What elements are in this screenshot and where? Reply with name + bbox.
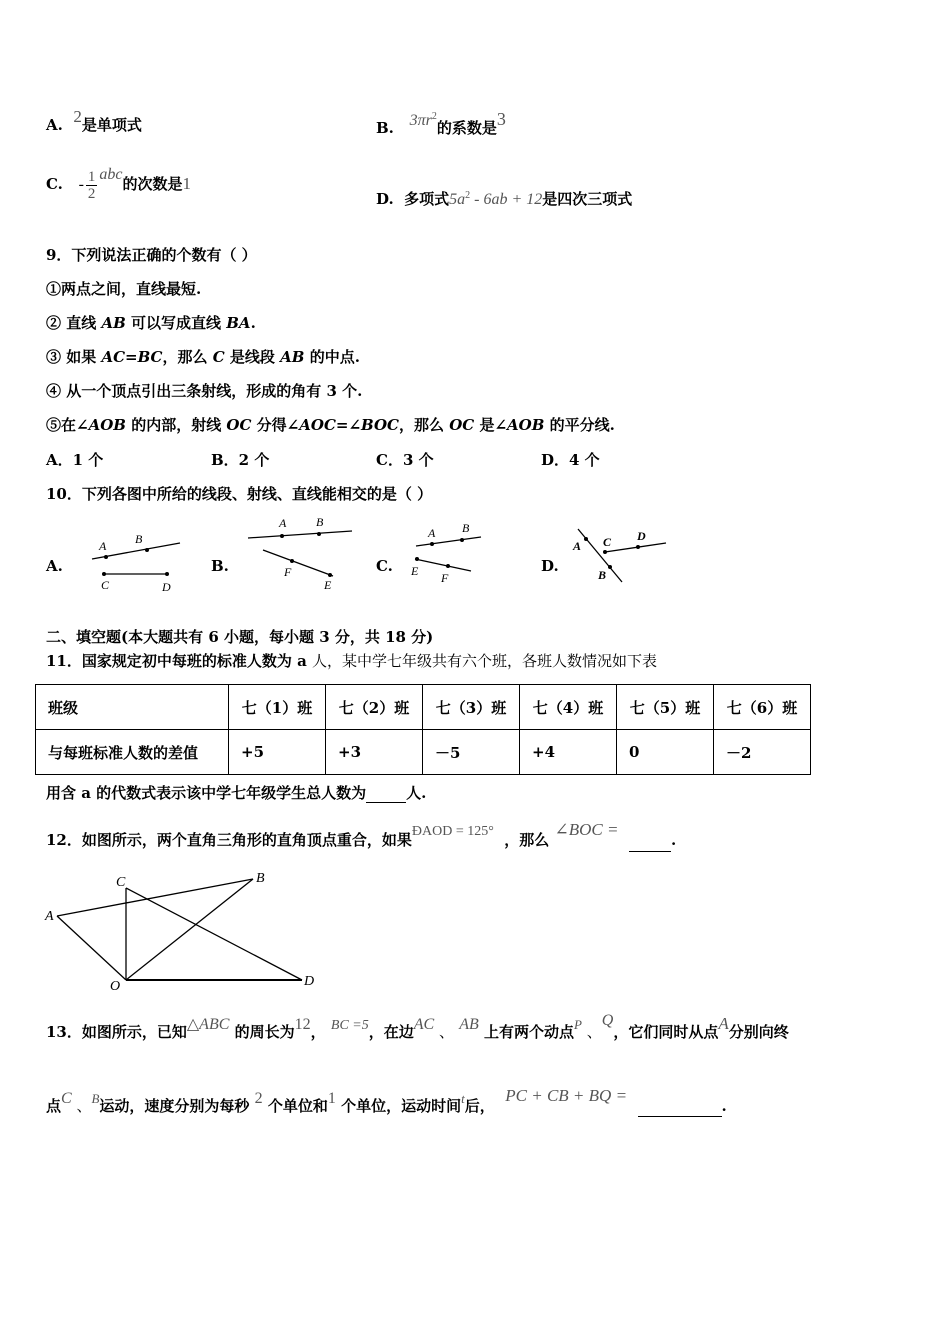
q13-l2-b: 、 — [71, 1097, 92, 1115]
q13-l2-c: 运动，速度分别为每秒 — [99, 1097, 250, 1115]
table-cell: 与每班标准人数的差值 — [36, 730, 229, 775]
q12-ask: ∠BOC = — [554, 820, 619, 839]
q9-statement-2 — [46, 313, 256, 333]
q8-d-text2: 是四次三项式 — [542, 190, 633, 208]
q13-l1-h: ，它们同时从点 — [613, 1023, 719, 1041]
q13-l1-e: 、 — [434, 1023, 454, 1041]
table-cell: 0 — [617, 730, 714, 775]
q9-stem: 9．下列说法正确的个数有（ ） — [46, 246, 257, 264]
q13-l2-f: 后， — [464, 1097, 495, 1115]
q8-b-val: 3 — [496, 109, 506, 129]
q9-s3-d: C — [212, 348, 225, 366]
q12-figure — [40, 868, 340, 998]
q8-option-d — [376, 186, 632, 210]
q8-a-expr: 2 — [73, 107, 82, 126]
q10-d-label-d: D — [637, 529, 646, 543]
q10-d-point-d — [636, 545, 640, 549]
q10-b-label-e: E — [324, 578, 332, 592]
section-title: 二、填空题(本大题共有 6 小题，每小题 3 分，共 18 分) — [46, 628, 434, 646]
q13-answer-blank[interactable] — [638, 1096, 722, 1117]
q13-end: . — [721, 1097, 727, 1115]
q8-option-b — [376, 109, 506, 139]
q10-c-point-e — [415, 557, 419, 561]
q8-d-label: D. — [376, 190, 394, 208]
q13-line-1 — [46, 1012, 789, 1044]
q13-p: P — [574, 1017, 582, 1032]
q8-c-fraction — [86, 169, 98, 202]
q10-d-point-a — [584, 537, 588, 541]
q9-option-c: C．3 个 — [376, 451, 434, 469]
q11-stem — [46, 651, 657, 671]
q13-b: B — [91, 1091, 100, 1106]
q8-b-exp: 2 — [431, 111, 437, 122]
q12-label-d: D — [304, 974, 315, 989]
q13-triangle: △ABC — [186, 1016, 230, 1033]
q12-condition: ÐAOD = 125° — [411, 824, 494, 839]
q9-s3-f: AB — [280, 348, 305, 366]
q13-a: A — [718, 1014, 729, 1033]
q10-d-ray-cd — [605, 543, 666, 552]
q10-a-label-d: D — [162, 580, 171, 594]
q9-statement-1: ①两点之间，直线最短. — [46, 280, 202, 298]
q13-l1-c: ， — [310, 1023, 326, 1041]
q9-s3-c: ，那么 — [162, 348, 213, 366]
q13-t: t — [461, 1091, 465, 1106]
q9-s5-j: OC — [449, 416, 475, 434]
q12-stem — [46, 820, 677, 852]
q10-d-point-c — [603, 550, 607, 554]
q13-l2-a: 点 — [46, 1097, 62, 1115]
q10-c-label-a: A — [428, 526, 436, 540]
q8-d-text1: 多项式 — [404, 190, 450, 208]
q12-line-ao — [57, 916, 126, 980]
q9-s3-a: ③ 如果 — [46, 348, 102, 366]
q10-option-d: D. — [541, 557, 559, 575]
q9-s2-d: BA — [226, 314, 251, 332]
q10-option-b: B. — [211, 557, 229, 575]
q10-b-point-f — [290, 559, 294, 563]
table-row — [36, 685, 811, 730]
q10-c-ray-ef — [415, 559, 471, 571]
q8-d-expr-b: - 6ab + 12 — [470, 191, 543, 208]
q12-stem-a: 12．如图所示，两个直角三角形的直角顶点重合，如果 — [46, 831, 412, 849]
q9-s5-h: BOC — [361, 416, 399, 434]
q10-c-label-e: E — [411, 564, 419, 578]
q11-tail-a: 用含 a 的代数式表示该中学七年级学生总人数为 — [46, 784, 367, 802]
q10-b-label-f: F — [284, 565, 292, 579]
q13-l1-g: 、 — [581, 1023, 602, 1041]
q9-s5-e: 分得∠ — [251, 416, 300, 434]
q12-stem-b: ，那么 — [504, 831, 550, 849]
q13-v1: 2 — [254, 1090, 263, 1107]
q9-s3-g: 的中点. — [304, 348, 360, 366]
q9-s3-e: 是线段 — [224, 348, 281, 366]
q13-l1-i: 分别向终 — [728, 1023, 789, 1041]
q12-label-a: A — [45, 909, 54, 924]
q11-stem-b: 人，某中学七年级共有六个班，各班人数情况如下表 — [312, 652, 658, 670]
q13-l1-b: 的周长为 — [234, 1023, 295, 1041]
q10-a-point-c — [102, 572, 106, 576]
q8-b-expr: 3πr — [409, 112, 432, 129]
table-cell: +5 — [229, 730, 326, 775]
q11-stem-a: 11．国家规定初中每班的标准人数为 a — [46, 652, 313, 670]
q9-s5-i: ，那么 — [399, 416, 450, 434]
q13-expr: PC + CB + BQ = — [505, 1086, 628, 1105]
table-header-cell: 班级 — [36, 685, 229, 730]
q13-l1-f: 上有两个动点 — [484, 1023, 575, 1041]
q8-b-label: B. — [376, 119, 394, 137]
table-cell: +3 — [326, 730, 423, 775]
q9-statement-3 — [46, 347, 360, 367]
q10-c-point-f — [446, 564, 450, 568]
q8-d-expr-a: 5a — [449, 191, 466, 208]
q9-s5-g: =∠ — [335, 416, 362, 434]
q13-l2-e: 个单位，运动时间 — [341, 1097, 462, 1115]
q9-s5-k: 是∠ — [474, 416, 508, 434]
q8-c-den: 2 — [87, 185, 96, 202]
q8-c-text: 的次数是 — [122, 175, 183, 193]
q12-line-cd — [126, 888, 302, 980]
q10-d-label-c: C — [603, 535, 612, 549]
q10-b-label-a: A — [279, 516, 287, 530]
q10-a-point-d — [165, 572, 169, 576]
q8-d-exp: 2 — [465, 190, 471, 201]
q10-d-point-b — [608, 565, 612, 569]
table-cell: +4 — [520, 730, 617, 775]
table-row — [36, 730, 811, 775]
q12-end: . — [670, 831, 677, 849]
table-header-cell: 七（4）班 — [520, 685, 617, 730]
q10-figure-b — [248, 515, 352, 592]
q12-label-b: B — [256, 871, 265, 886]
q10-b-line-ab — [248, 531, 352, 538]
q12-line-ab — [57, 879, 253, 916]
q9-statement-5 — [46, 415, 615, 435]
table-cell: －2 — [714, 730, 811, 775]
q12-label-c: C — [116, 875, 126, 890]
q9-s5-d: OC — [226, 416, 252, 434]
q10-stem: 10．下列各图中所给的线段、射线、直线能相交的是（ ） — [46, 485, 433, 503]
q13-q: Q — [601, 1012, 614, 1029]
q9-s3-b: AC=BC — [101, 348, 163, 366]
q10-figure-c — [410, 521, 481, 585]
q10-b-label-b: B — [316, 515, 324, 529]
q10-b-point-e — [328, 573, 332, 577]
q13-ac: AC — [413, 1016, 435, 1033]
q8-option-c — [46, 162, 191, 206]
q13-line-2 — [46, 1086, 727, 1117]
q8-c-val: 1 — [182, 174, 192, 193]
q10-b-point-b — [317, 532, 321, 536]
q10-a-label-a: A — [99, 539, 107, 553]
q8-c-var: abc — [99, 166, 123, 183]
q10-c-label-b: B — [462, 521, 470, 535]
q11-table — [35, 684, 811, 775]
q13-perimeter: 12 — [294, 1016, 311, 1033]
q8-a-text: 是单项式 — [81, 116, 142, 134]
q9-s5-b: AOB — [88, 416, 126, 434]
q10-b-ray-fe — [263, 550, 333, 576]
q10-b-point-a — [280, 534, 284, 538]
q13-l1-a: 13．如图所示，已知 — [46, 1023, 187, 1041]
q10-a-label-b: B — [135, 532, 143, 546]
q9-s5-c: 的内部，射线 — [125, 416, 227, 434]
q9-option-d: D．4 个 — [541, 451, 600, 469]
q9-s5-f: AOC — [299, 416, 336, 434]
q10-a-label-c: C — [101, 578, 110, 592]
q9-s5-m: 的平分线. — [544, 416, 615, 434]
q10-c-label-f: F — [441, 571, 449, 585]
q8-option-a — [46, 107, 142, 135]
q9-option-b: B．2 个 — [211, 451, 270, 469]
q10-d-label-b: B — [598, 568, 607, 582]
q10-c-point-b — [460, 538, 464, 542]
q9-s5-a: ⑤在∠ — [46, 416, 89, 434]
table-header-cell: 七（6）班 — [714, 685, 811, 730]
q11-answer-blank[interactable] — [366, 782, 406, 803]
q9-s2-c: 可以写成直线 — [125, 314, 227, 332]
q9-s2-b: AB — [101, 314, 126, 332]
q12-label-o: O — [110, 979, 121, 994]
q13-v2: 1 — [327, 1090, 336, 1107]
q8-c-num: 1 — [87, 168, 96, 185]
q9-s5-l: AOB — [507, 416, 545, 434]
q10-option-a: A. — [46, 557, 63, 575]
q13-bc: BC =5 — [330, 1018, 369, 1033]
table-cell: －5 — [423, 730, 520, 775]
q10-c-ray-ab — [416, 537, 481, 546]
q8-c-sign: - — [78, 176, 84, 193]
q10-figure-d — [572, 529, 666, 582]
q13-ab: AB — [459, 1016, 479, 1033]
q10-a-point-a — [104, 555, 108, 559]
q8-a-label: A. — [46, 116, 63, 134]
q12-line-ob — [126, 879, 253, 980]
q10-option-c: C. — [376, 557, 393, 575]
table-header-cell: 七（3）班 — [423, 685, 520, 730]
q10-d-label-a: A — [573, 539, 582, 553]
table-header-cell: 七（2）班 — [326, 685, 423, 730]
q9-option-a: A．1 个 — [46, 451, 104, 469]
q9-s2-a: ② 直线 — [46, 314, 102, 332]
q9-statement-4: ④ 从一个顶点引出三条射线，形成的角有 3 个. — [46, 382, 363, 400]
q9-s2-e: . — [250, 314, 256, 332]
q8-c-label: C. — [46, 175, 63, 193]
q10-figures — [0, 515, 950, 635]
table-header-cell: 七（1）班 — [229, 685, 326, 730]
q8-b-text: 的系数是 — [436, 119, 497, 137]
q12-answer-blank[interactable] — [629, 831, 671, 852]
q10-figure-a — [92, 532, 180, 594]
q10-a-point-b — [145, 548, 149, 552]
q11-answer-line — [46, 782, 426, 803]
q13-l1-d: ，在边 — [368, 1023, 414, 1041]
q13-l2-d: 个单位和 — [267, 1097, 328, 1115]
q13-c: C — [61, 1090, 72, 1107]
q11-tail-b: 人. — [406, 784, 427, 802]
q10-c-point-a — [430, 542, 434, 546]
table-header-cell: 七（5）班 — [617, 685, 714, 730]
